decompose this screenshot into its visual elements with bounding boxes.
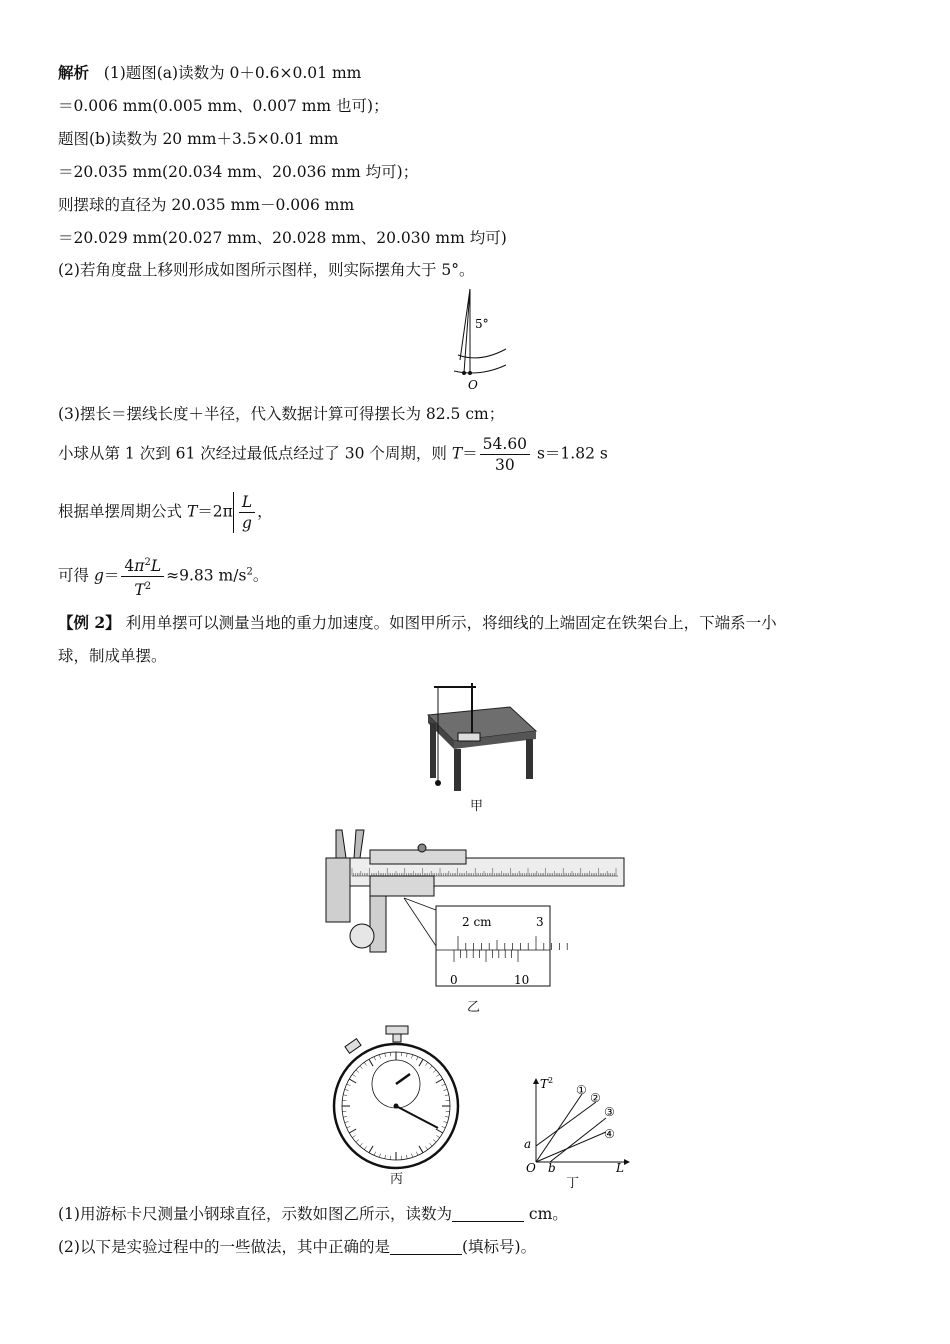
example-line-1 [58, 612, 777, 634]
question-1 [58, 1203, 568, 1225]
figure-ding-graph [520, 1076, 630, 1172]
caliper-upper-jaw-1 [336, 830, 346, 858]
steel-ball [350, 924, 374, 948]
vernier-sub-0: 0 [450, 973, 458, 987]
solution-p1c: 题图(b)读数为 20 mm＋3.5×0.01 mm [58, 130, 339, 148]
p3c-post: ， [257, 502, 273, 521]
p3d-g: g [93, 566, 104, 585]
angle-scale-arc [454, 365, 506, 373]
g-num: $4\pi^2L$ [121, 553, 164, 577]
solution-p3c [58, 492, 273, 533]
vernier-main-label: 2 cm [462, 915, 492, 929]
g-num-c: L [150, 557, 162, 576]
sqrt-fraction [239, 492, 255, 533]
period-fraction [480, 434, 530, 475]
sqrt-sign [233, 492, 257, 533]
p3d-eq: ＝ [103, 566, 120, 585]
question-2 [58, 1236, 536, 1258]
solution-p1a: (1)题图(a)读数为 0＋0.6×0.01 mm [103, 64, 362, 82]
solution-line-1 [58, 62, 361, 84]
answer-blank-1[interactable] [452, 1205, 524, 1222]
solution-p1d: ＝20.035 mm(20.034 mm、20.036 mm 均可)； [58, 163, 419, 181]
bob-dot-1 [462, 371, 466, 375]
table-leg-1 [430, 723, 436, 778]
line-label-2: ② [590, 1091, 601, 1105]
caliper-upper-jaw-2 [354, 830, 364, 858]
solution-p2: (2)若角度盘上移则形成如图所示图样，则实际摆角大于 5°。 [58, 261, 475, 279]
stand-base [458, 733, 480, 741]
p3b-pre: 小球从第 1 次到 61 次经过最低点经过了 30 个周期，则 [58, 444, 452, 463]
caliper-screw [418, 844, 426, 852]
p3d-pre: 可得 [58, 566, 94, 585]
solution-p1b: ＝0.006 mm(0.005 mm、0.007 mm 也可)； [58, 97, 389, 115]
origin-label: O [468, 378, 478, 392]
p3c-pre: 根据单摆周期公式 [58, 502, 187, 521]
p3b-post: s＝1.82 s [532, 444, 608, 463]
figure-yi-caliper [318, 826, 628, 992]
question-1-unit: cm。 [523, 1205, 568, 1223]
g-fraction [121, 553, 164, 600]
line-label-3: ③ [604, 1105, 615, 1119]
x-axis-arrow [624, 1159, 630, 1165]
angle-label: 5° [475, 317, 489, 331]
sqrt-den: g [242, 514, 252, 532]
line-label-4: ④ [604, 1127, 615, 1141]
graph-y-label: T [540, 1077, 549, 1091]
p3c-eq: ＝2π [197, 502, 233, 521]
caliper-slider [370, 876, 434, 896]
caliper-fixed-jaw [326, 858, 350, 922]
table-leg-3 [526, 739, 533, 779]
caption-bing: 丙 [390, 1172, 404, 1187]
graph-x-label: L [616, 1161, 624, 1172]
figure-jia-table [410, 675, 545, 793]
stopwatch-button [345, 1039, 361, 1054]
pendulum-bob [435, 780, 441, 786]
pendulum-line-2 [460, 289, 470, 360]
graph-line-3 [550, 1118, 606, 1162]
p3b-eq: ＝ [462, 444, 478, 463]
graph-y-exp: 2 [548, 1076, 554, 1085]
caliper-slider-top [370, 850, 466, 864]
question-2-text: (2)以下是实验过程中的一些做法，其中正确的是 [58, 1238, 390, 1256]
p3b-T: T [451, 444, 463, 463]
vernier-main-3: 3 [536, 915, 544, 929]
example-text-2: 球，制成单摆。 [58, 647, 167, 665]
zoom-line-2 [404, 898, 436, 946]
caption-yi: 乙 [467, 1000, 481, 1015]
period-den: 30 [494, 456, 515, 474]
p3d-post: ≈9.83 m/s [166, 566, 247, 585]
question-2-post: (填标号)。 [461, 1238, 537, 1256]
stopwatch-crown [386, 1026, 408, 1034]
solution-label: 解析 [58, 63, 90, 82]
graph-b: b [548, 1161, 556, 1172]
caption-ding: 丁 [566, 1176, 580, 1191]
example-text-1: 利用单摆可以测量当地的重力加速度。如图甲所示，将细线的上端固定在铁架台上，下端系一小 [120, 614, 777, 632]
line-label-1: ① [576, 1083, 587, 1097]
sqrt-num: L [239, 492, 255, 513]
graph-origin: O [526, 1161, 536, 1172]
period-num: 54.60 [480, 434, 530, 455]
vernier-sub-10: 10 [514, 973, 530, 987]
y-axis-arrow [533, 1078, 539, 1084]
stopwatch-stem [393, 1034, 401, 1042]
p3c-T: T [186, 502, 198, 521]
bob-dot-2 [468, 371, 472, 375]
solution-p3d: 可得 g＝ $\frac{4\pi^2L}{T^2}$ ≈9.83 $m/s^2$。 [58, 553, 268, 600]
caption-jia: 甲 [470, 799, 484, 814]
g-num-a: 4 [124, 557, 135, 576]
g-den: $T^2$ [134, 581, 152, 600]
zoom-line-1 [404, 898, 436, 910]
example-tag: 【例 2】 [58, 613, 121, 632]
g-den-T: T [134, 581, 145, 600]
p3d-end: 。 [252, 566, 269, 585]
solution-p1f: ＝20.029 mm(20.027 mm、20.028 mm、20.030 mm 均可) [58, 229, 507, 247]
angle-diagram [440, 285, 510, 393]
question-1-text: (1)用游标卡尺测量小钢球直径，示数如图乙所示，读数为 [58, 1205, 452, 1223]
solution-p3b [58, 434, 608, 475]
table-leg-2 [454, 749, 461, 791]
solution-p3a: (3)摆长＝摆线长度＋半径，代入数据计算可得摆长为 82.5 cm； [58, 405, 505, 423]
pendulum-line-1 [464, 289, 470, 373]
answer-blank-2[interactable] [390, 1238, 462, 1255]
center-pin [394, 1104, 399, 1109]
figure-bing-stopwatch [330, 1024, 466, 1170]
caliper-moving-jaw [370, 896, 386, 952]
graph-a: a [524, 1137, 532, 1151]
graph-line-2 [536, 1102, 596, 1146]
g-num-b: π [134, 557, 145, 576]
solution-p1e: 则摆球的直径为 20.035 mm－0.006 mm [58, 196, 355, 214]
